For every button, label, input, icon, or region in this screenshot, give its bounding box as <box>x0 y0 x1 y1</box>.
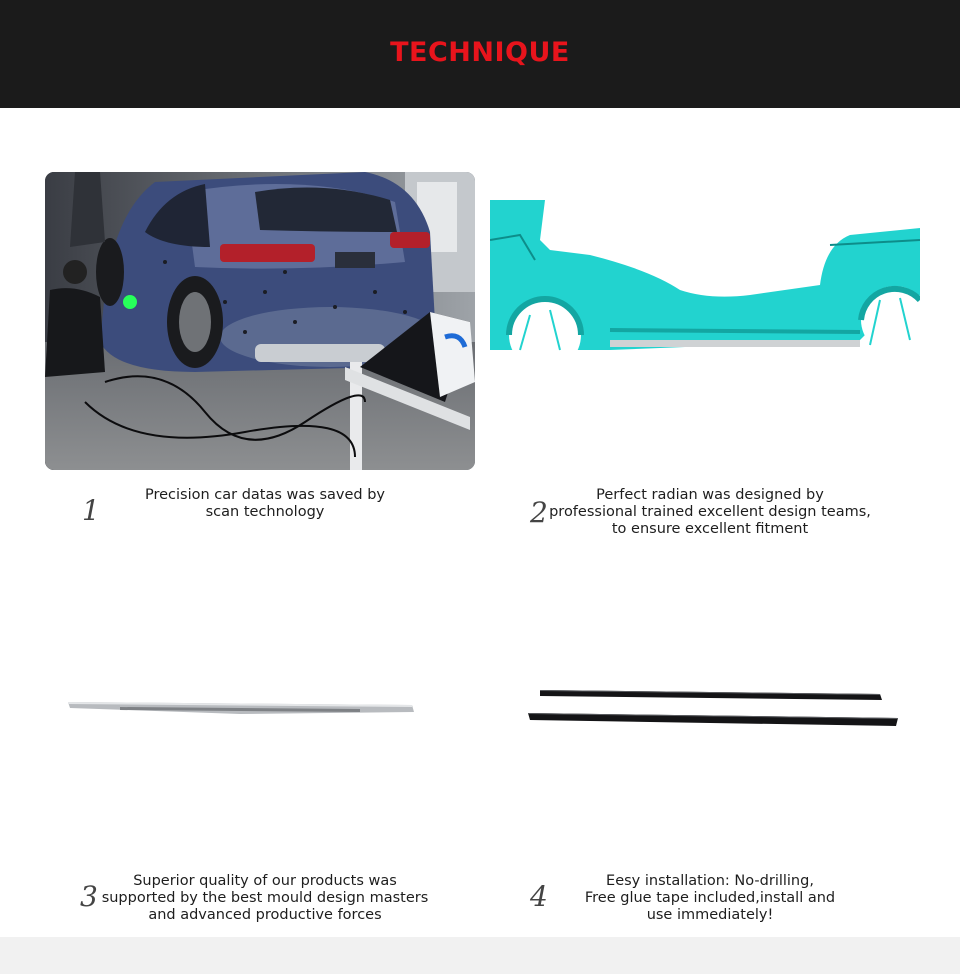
caption-line: and advanced productive forces <box>148 907 382 923</box>
scan-model-illustration <box>490 200 920 370</box>
step-number-4: 4 <box>530 880 548 913</box>
caption-line: scan technology <box>205 504 325 520</box>
step-number-3: 3 <box>80 880 98 913</box>
caption-line: professional trained excellent design teams, <box>549 504 871 520</box>
caption-line: Free glue tape included,install and <box>584 890 836 906</box>
caption-line: supported by the best mould design masters <box>101 890 429 906</box>
caption-line: Precision car datas was saved by <box>144 487 385 503</box>
scan-photo <box>45 172 475 470</box>
step-caption-4 <box>575 873 845 924</box>
page-title: TECHNIQUE <box>390 37 570 68</box>
caption-line: Perfect radian was designed by <box>596 487 824 503</box>
step-number-1: 1 <box>82 494 100 527</box>
caption-line: use immediately! <box>646 907 774 923</box>
footer-bar <box>0 937 960 974</box>
step-number-2: 2 <box>530 496 548 529</box>
side-skirt-black-pair <box>520 680 910 740</box>
step-caption-2 <box>545 487 875 538</box>
step-caption-3 <box>95 873 435 924</box>
page-header <box>0 0 960 108</box>
caption-line: Eesy installation: No-drilling, <box>606 873 814 889</box>
caption-line: Superior quality of our products was <box>133 873 397 889</box>
step-caption-1 <box>115 487 415 521</box>
caption-line: to ensure excellent fitment <box>611 521 809 537</box>
side-skirt-silver <box>60 690 430 730</box>
